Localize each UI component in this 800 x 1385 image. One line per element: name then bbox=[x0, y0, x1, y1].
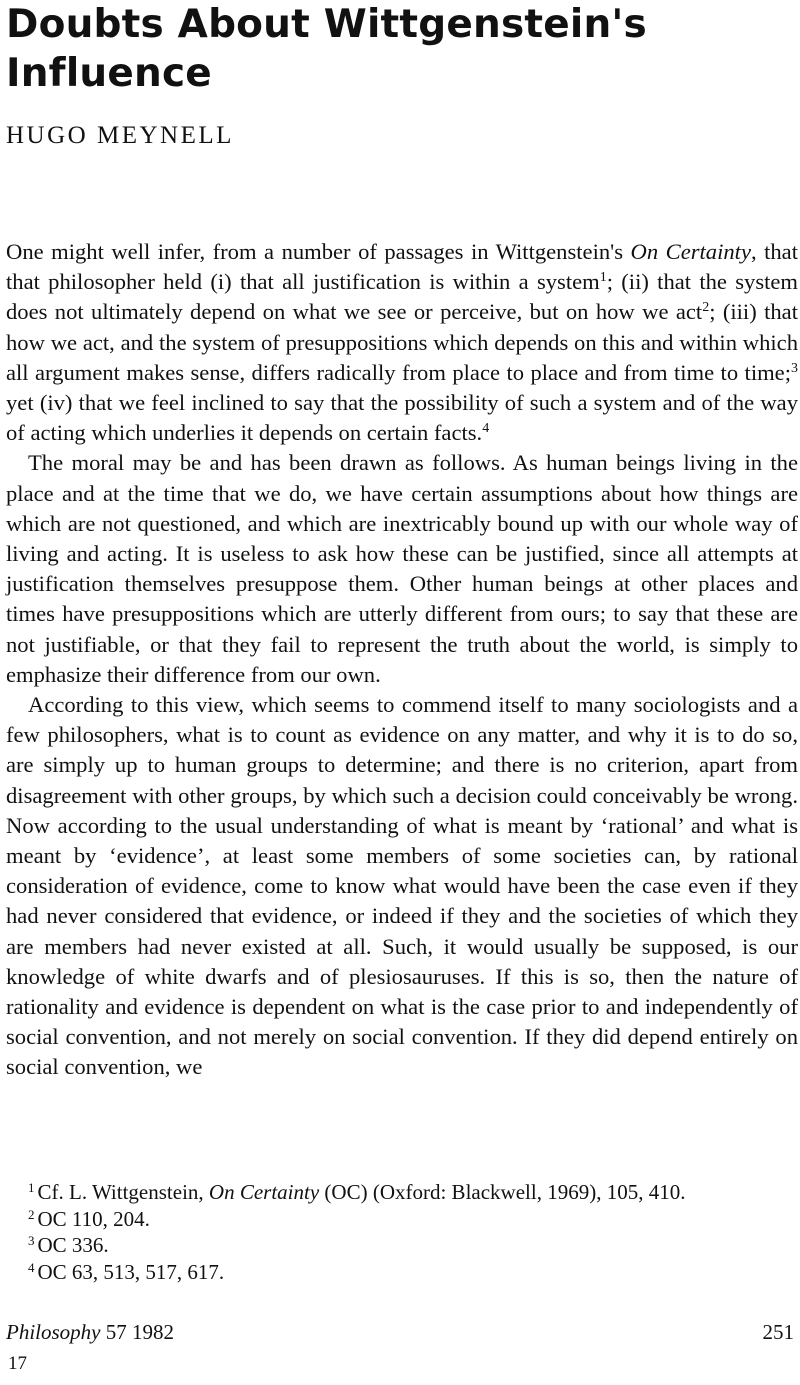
article-title-line-1: Doubts About Wittgenstein's bbox=[6, 2, 647, 47]
journal-citation bbox=[6, 1320, 174, 1345]
footnote-number: 3 bbox=[28, 1233, 35, 1248]
footnote: $^1$ Cf. L. Wittgenstein, On Certainty (OC) (Oxford: Blackwell, 1969), 105, 410. bbox=[28, 1180, 686, 1204]
footnotes bbox=[28, 1179, 798, 1285]
footnote-ref[interactable]: 2 bbox=[702, 300, 710, 316]
footnote-ref[interactable]: 1 bbox=[599, 270, 607, 286]
footnote-number: 4 bbox=[28, 1259, 35, 1275]
journal-volume: 57 bbox=[105, 1320, 127, 1344]
page-number: 251 bbox=[762, 1320, 794, 1344]
article-body bbox=[6, 237, 798, 1083]
journal-year: 1982 bbox=[132, 1320, 174, 1344]
body-paragraph: One might well infer, from a number of passages in Wittgenstein's On Certainty, that that philosopher held (i) that all justification is within a system$^1$; (ii) that the system does not ultimately depend on what we see or perceive, but on how we act$^2$; (iii) that how we act, and the system of presuppositions which depends on this and within which all argument makes sense, differs radically from place to place and from time to time;$^3$ yet (iv) that we feel inclined to say that the possibility of such a system and of the way of acting which underlies it depends on certain facts.$^4$ bbox=[6, 239, 798, 446]
article-title bbox=[6, 0, 796, 98]
footnote: $^4$ OC 63, 513, 517, 617. bbox=[28, 1259, 225, 1284]
italic-text: On Certainty bbox=[208, 1180, 320, 1204]
footnote: $^3$ OC 336. bbox=[28, 1233, 109, 1257]
footnote-number: 1 bbox=[28, 1180, 35, 1195]
body-paragraph: The moral may be and has been drawn as follows. As human beings living in the place and at the time that we do, we have certain assumptions about how things are which are not questioned, and which are inextricably bound up with our whole way of living and acting. It is useless to ask how these can be justified, since all attempts at justification themselves presuppose them. Other human beings at other places and times have presuppositions which are utterly different from ours; to say that these are not justifiable, or that they fail to represent the truth about the world, is simply to emphasize their difference from our own. bbox=[6, 450, 798, 687]
author-name: HUGO MEYNELL bbox=[6, 122, 234, 149]
footnote: $^2$ OC 110, 204. bbox=[28, 1206, 150, 1231]
body-paragraph: According to this view, which seems to commend itself to many sociologists and a few philosophers, what is to count as evidence on any matter, and why it is to do so, are simply up to human groups to determine; and there is no criterion, apart from disagreement with other groups, by which such a decision could conceivably be wrong. Now according to the usual understanding of what is meant by ‘rational’ and what is meant by ‘evidence’, at least some members of some societies can, by rational consideration of evidence, come to know what would have been the case even if they had never considered that evidence, or indeed if they and the societies of which they are members had never existed at all. Such, it would usually be supposed, is our knowledge of white dwarfs and of plesiosauruses. If this is so, then the nature of rationality and evidence is dependent on what is the case prior to and independently of social convention, and not merely on social convention. If they did depend entirely on social convention, we bbox=[6, 692, 798, 1080]
journal-name: Philosophy bbox=[6, 1320, 101, 1344]
footnote-ref[interactable]: 3 bbox=[791, 360, 798, 376]
footnote-ref[interactable]: 4 bbox=[482, 421, 490, 437]
signature-mark: 17 bbox=[8, 1353, 27, 1374]
article-title-line-2: Influence bbox=[6, 51, 212, 96]
footnote-number: 2 bbox=[28, 1206, 35, 1222]
italic-text: On Certainty bbox=[630, 239, 751, 264]
